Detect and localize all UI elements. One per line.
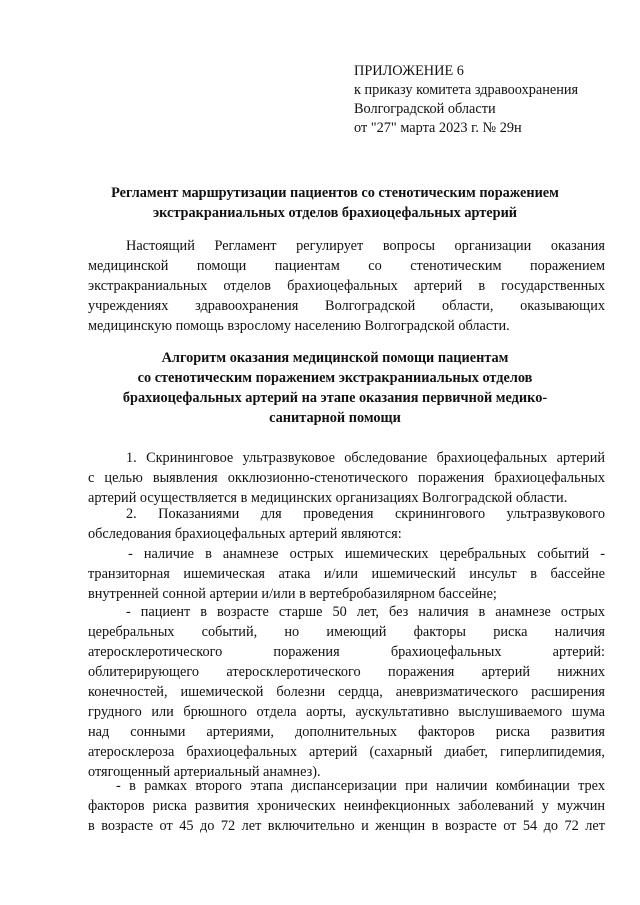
text-line: атеросклеротического поражения брахиоцефальных артерий: [88, 644, 605, 660]
text-line: факторов риска развития хронических неинфекционных заболеваний у мужчин [88, 798, 605, 814]
text-line: атеросклероза брахиоцефальных артерий (сахарный диабет, гиперлипидемия, [88, 744, 605, 760]
text-line: учреждениях здравоохранения Волгоградской области, оказывающих [88, 298, 605, 314]
text-line: 1. Скрининговое ультразвуковое обследование брахиоцефальных артерий [126, 450, 605, 466]
text-line: конечностей, ишемической болезни сердца, аневризматического расширения [88, 684, 605, 700]
regulation-title [40, 183, 630, 223]
text-line: - наличие в анамнезе острых ишемических церебральных событий - [128, 546, 605, 562]
text-line: над сонными артериями, дополнительных факторов риска развития [88, 724, 605, 740]
text-line: Настоящий Регламент регулирует вопросы организации оказания [126, 238, 605, 254]
title-line: экстракраниальных отделов брахиоцефальных артерий [152, 205, 518, 221]
appendix-order-ref: к приказу комитета здравоохранения [354, 82, 579, 98]
text-line: с целью выявления окклюзионно-стенотического поражения брахиоцефальных [88, 470, 605, 486]
text-line: обследования брахиоцефальных артерий являются: [88, 526, 402, 542]
text-line: облитерирующего атеросклеротического поражения артерий нижних [88, 664, 605, 680]
text-line: транзиторная ишемическая атака и/или ишемический инсульт в бассейне [88, 566, 605, 582]
intro-paragraph [88, 236, 605, 336]
title-line: Регламент маршрутизации пациентов со стенотическим поражением [111, 185, 559, 201]
appendix-number: ПРИЛОЖЕНИЕ 6 [354, 63, 464, 79]
algorithm-title [40, 348, 630, 428]
text-line: экстракраниальных отделов брахиоцефальных артерий в государственных [88, 278, 605, 294]
text-line: медицинскую помощь взрослому населению Волгоградской области. [88, 318, 510, 334]
text-line: медицинской помощи пациентам со стенотическим поражением [88, 258, 605, 274]
appendix-region: Волгоградской области [354, 101, 496, 117]
bullet-dispensary [88, 776, 605, 836]
bullet-acute-events [88, 544, 605, 604]
text-line: 2. Показаниями для проведения скринингового ультразвукового [126, 506, 605, 522]
appendix-date: от "27" марта 2023 г. № 29н [354, 120, 522, 136]
bullet-age-over-50 [88, 602, 605, 782]
title-line: брахиоцефальных артерий на этапе оказания первичной медико- [122, 390, 548, 406]
text-line: - в рамках второго этапа диспансеризации при наличии комбинации трех [116, 778, 605, 794]
paragraph-1 [88, 448, 605, 508]
text-line: церебральных событий, но имеющий факторы риска наличия [88, 624, 605, 640]
text-line: грудного или брюшного отдела аорты, аускультативно выслушиваемого шума [88, 704, 605, 720]
title-line: со стенотическим поражением экстракранииальных отделов [137, 370, 533, 386]
text-line: в возрасте от 45 до 72 лет включительно и женщин в возрасте от 54 до 72 лет [88, 818, 605, 834]
paragraph-2 [88, 504, 605, 544]
appendix-header [354, 62, 624, 138]
title-line: Алгоритм оказания медицинской помощи пациентам [161, 350, 509, 366]
text-line: - пациент в возрасте старше 50 лет, без наличия в анамнезе острых [126, 604, 605, 620]
text-line: отягощенный артериальный анамнез). [88, 764, 321, 780]
title-line: санитарной помощи [269, 410, 401, 426]
text-line: артерий осуществляется в медицинских организациях Волгоградской области. [88, 490, 568, 506]
text-line: внутренней сонной артерии и/или в вертебробазилярном бассейне; [88, 586, 497, 602]
